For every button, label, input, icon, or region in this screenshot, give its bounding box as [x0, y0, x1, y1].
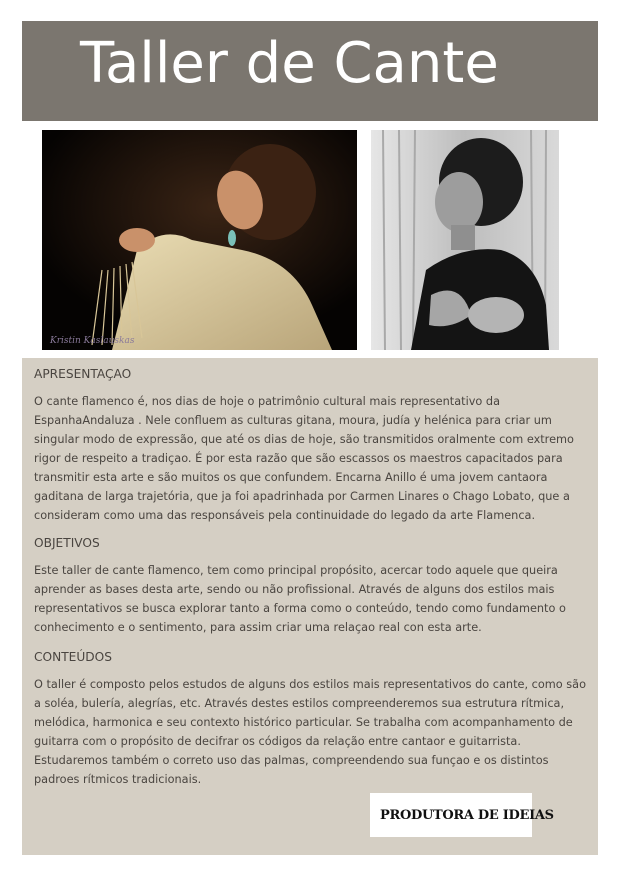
page-title: Taller de Cante — [80, 31, 499, 96]
produtora-de-ideias-logo — [370, 793, 554, 837]
section-heading-apresentacao: APRESENTAÇAO — [34, 367, 132, 381]
section-body-objetivos: Este taller de cante flamenco, tem como principal propósito, acercar todo aquele que queira aprender as bases desta arte, sendo ou não profissional. Através de alguns dos estilos mais representativos se busca explorar tanto a forma como o conteúdo, tendo como fundamento o conhecimento e o sentimento, para assim criar uma relaçao real con esta arte. — [34, 564, 566, 634]
section-body-conteudos: O taller é composto pelos estudos de alguns dos estilos mais representativos do cante, como são a soléa, bulería, alegrías, etc. Através destes estilos compreenderemos sua estrutura rítmica, melódica, harmonica e seu contexto histórico particular. Se trabalha com acompanhamento de guitarra com o propósito de decifrar os códigos da relação entre cantaor e guitarrista. Estudaremos também o correto uso das palmas, compreendendo sua funçao e os distintos padroes rítmicos tradicionais. — [34, 678, 587, 786]
section-heading-conteudos: CONTEÚDOS — [34, 650, 112, 664]
photo-singer-bw — [371, 130, 559, 350]
title-banner — [22, 21, 598, 121]
logo-text: PRODUTORA DE IDEIAS — [380, 807, 554, 823]
section-body-apresentacao: O cante flamenco é, nos dias de hoje o patrimônio cultural mais representativo da EspanhaAndaluza . Nele confluem as culturas gitana, moura, judía y helénica para criar um singular modo de expressão, que até os dias de hoje, são transmitidos oralmente com extremo rigor de respeito a tradiçao. É por esta razão que são escassos os maestros capacitados para transmitir esta arte e são muitos os que confundem. Encarna Anillo é uma jovem cantaora gaditana de larga trajetória, que ja foi apadrinhada por Carmen Linares o Chago Lobato, que a consideram como uma das responsáveis pela continuidade do legado da arte Flamenca. — [34, 395, 574, 522]
photo-signature: Kristin Kaslauskas — [50, 336, 135, 346]
content-panel — [22, 358, 598, 855]
section-heading-objetivos: OBJETIVOS — [34, 536, 100, 550]
photo-singer-shawl — [42, 130, 357, 350]
